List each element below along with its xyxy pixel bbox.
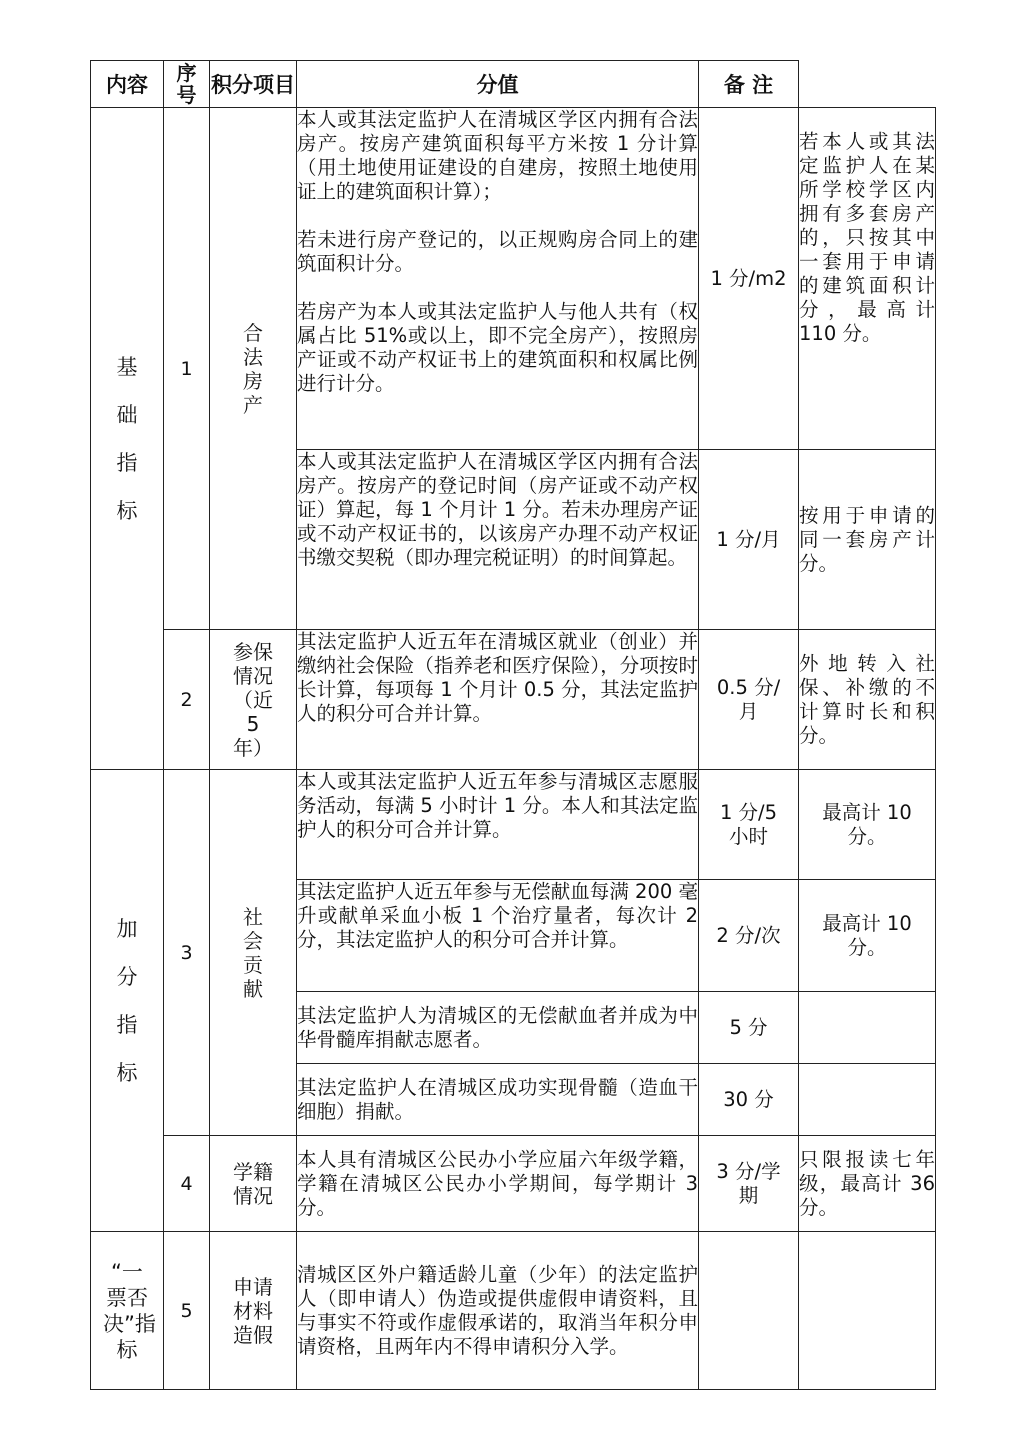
description-cell: 其法定监护人近五年参与无偿献血每满 200 毫升或献单采血小板 1 个治疗量者，每次计 2 分，其法定监护人的积分可合并计算。 [297,880,699,992]
note-cell: 最高计 10 分。 [799,770,936,880]
score-cell: 1 分/月 [699,450,799,630]
seq-cell: 4 [164,1136,210,1232]
seq-cell: 2 [164,630,210,770]
description-cell: 清城区区外户籍适龄儿童（少年）的法定监护人（即申请人）伪造或提供虚假申请资料，且与事实不符或作虚假承诺的，取消当年积分申请资格，且两年内不得申请积分入学。 [297,1232,699,1390]
header-note: 备 注 [699,61,799,108]
note-cell [799,1064,936,1136]
score-cell: 2 分/次 [699,880,799,992]
table-row [91,1232,936,1390]
note-cell: 最高计 10 分。 [799,880,936,992]
description-cell: 本人或其法定监护人在清城区学区内拥有合法房产。按房产的登记时间（房产证或不动产权证）算起，每 1 个月计 1 分。若未办理房产证或不动产权证书的，以该房产办理不动产权证书缴交契税（即办理完税证明）的时间算起。 [297,450,699,630]
table-row [91,1136,936,1232]
note-cell: 只限报读七年级，最高计 36 分。 [799,1136,936,1232]
note-cell: 外地转入社保、补缴的不计算时长和积分。 [799,630,936,770]
description-cell: 本人或其法定监护人近五年参与清城区志愿服务活动，每满 5 小时计 1 分。本人和其法定监护人的积分可合并计算。 [297,770,699,880]
description-cell: 其法定监护人为清城区的无偿献血者并成为中华骨髓库捐献志愿者。 [297,992,699,1064]
item-social-contribution: 社会贡献 [210,770,297,1136]
description-cell: 其法定监护人近五年在清城区就业（创业）并缴纳社会保险（指养老和医疗保险），分项按时长计算，每项每 1 个月计 0.5 分，其法定监护人的积分可合并计算。 [297,630,699,770]
score-cell: 3 分/学期 [699,1136,799,1232]
item-school-status: 学籍情况 [210,1136,297,1232]
score-cell: 30 分 [699,1064,799,1136]
description-paragraph: 若房产为本人或其法定监护人与他人共有（权属占比 51%或以上，即不完全房产），按照房产证或不动产权证书上的建筑面积和权属比例进行计分。 [297,300,698,395]
score-cell: 1 分/5 小时 [699,770,799,880]
category-bonus: 加分指标 [91,770,164,1232]
seq-cell: 1 [164,108,210,630]
item-property: 合法房产 [210,108,297,630]
note-cell [799,992,936,1064]
table-row [91,108,936,450]
description-cell: 本人具有清城区公民办小学应届六年级学籍，学籍在清城区公民办小学期间，每学期计 3 分。 [297,1136,699,1232]
header-row [91,61,936,108]
category-basic: 基础指标 [91,108,164,770]
description-paragraph: 若未进行房产登记的，以正规购房合同上的建筑面积计分。 [297,228,698,275]
header-item: 积分项目 [210,61,297,108]
score-cell: 0.5 分/月 [699,630,799,770]
header-seq: 序号 [164,61,210,108]
note-cell: 若本人或其法定监护人在某所学校学区内拥有多套房产的，只按其中一套用于申请的建筑面积计分，最高计 110 分。 [799,108,936,450]
description-paragraph: 本人或其法定监护人在清城区学区内拥有合法房产。按房产建筑面积每平方米按 1 分计算（用土地使用证建设的自建房，按照土地使用证上的建筑面积计算）； [297,108,698,203]
category-veto: “一票否决”指标 [91,1232,164,1390]
table-row [91,630,936,770]
item-insurance: 参保情况（近 5 年） [210,630,297,770]
seq-cell: 5 [164,1232,210,1390]
note-cell: 按用于申请的同一套房产计分。 [799,450,936,630]
header-score: 分值 [297,61,699,108]
score-cell: 5 分 [699,992,799,1064]
table-row [91,770,936,880]
seq-cell: 3 [164,770,210,1136]
score-cell: 1 分/m2 [699,108,799,450]
score-cell [699,1232,799,1390]
description-cell: 其法定监护人在清城区成功实现骨髓（造血干细胞）捐献。 [297,1064,699,1136]
note-cell [799,1232,936,1390]
points-table [90,60,936,1390]
header-category: 内容 [91,61,164,108]
item-falsified-materials: 申请材料造假 [210,1232,297,1390]
description-cell [297,108,699,450]
